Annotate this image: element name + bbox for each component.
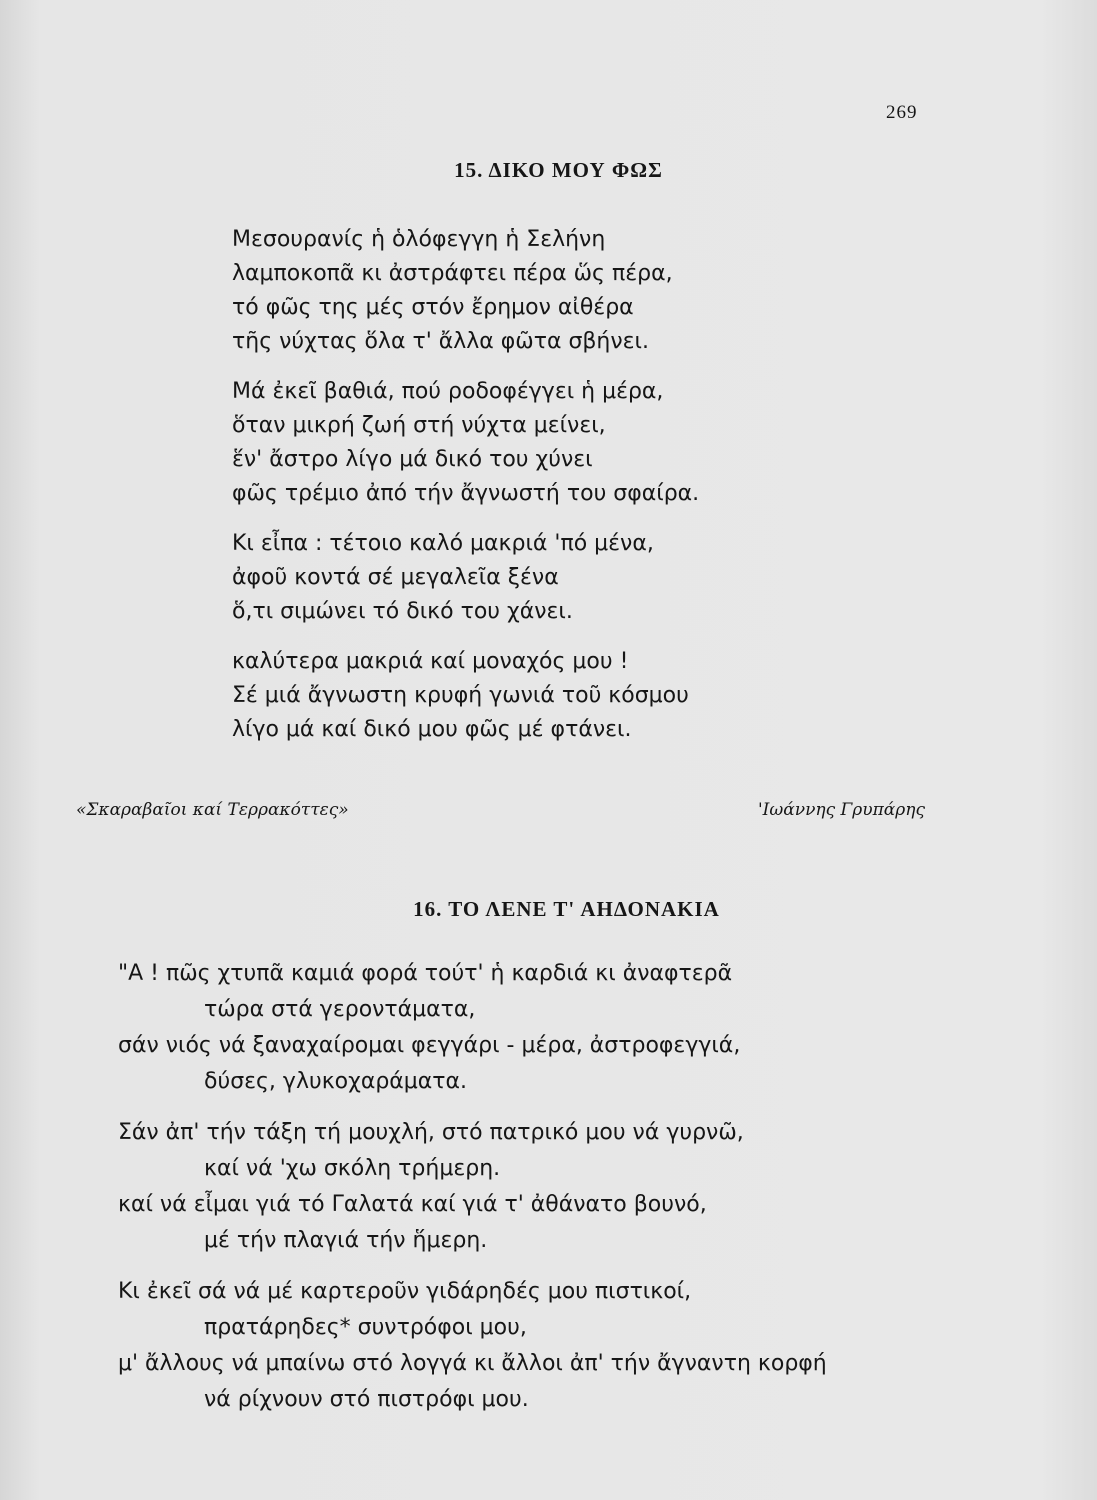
poem-line: Κι εἶπα : τέτοιο καλό μακριά 'πό μένα, — [232, 531, 654, 556]
poem-line: τώρα στά γεροντάματα, — [204, 997, 476, 1022]
poem-15-source: «Σκαραβαῖοι καί Τερρακόττες» — [76, 800, 349, 820]
page-number: 269 — [886, 102, 918, 123]
poem-15-stanza-4 — [232, 645, 699, 747]
poem-15-stanza-2 — [232, 375, 699, 511]
poem-line: "Α ! πῶς χτυπᾶ καμιά φορά τούτ' ἡ καρδιά κι ἀναφτερᾶ — [118, 961, 733, 986]
poem-line: καί νά 'χω σκόλη τρήμερη. — [204, 1156, 501, 1181]
poem-line: Μεσουρανίς ἡ ὁλόφεγγη ἡ Σελήνη — [232, 227, 606, 252]
poem-line: ἕν' ἄστρο λίγο μά δικό του χύνει — [232, 447, 593, 472]
poem-line: μ' ἄλλους νά μπαίνω στό λογγά κι ἄλλοι ἀπ' τήν ἄγναντη κορφή — [118, 1351, 827, 1376]
poem-15-body — [232, 223, 699, 763]
poem-line: λίγο μά καί δικό μου φῶς μέ φτάνει. — [232, 717, 632, 742]
poem-line: ὅ,τι σιμώνει τό δικό του χάνει. — [232, 599, 573, 624]
poem-line: μέ τήν πλαγιά τήν ἥμερη. — [204, 1228, 488, 1253]
poem-line: Σάν ἀπ' τήν τάξη τή μουχλή, στό πατρικό μου νά γυρνῶ, — [118, 1120, 744, 1145]
poem-line: ἀφοῦ κοντά σέ μεγαλεῖα ξένα — [232, 565, 559, 590]
poem-line: καλύτερα μακριά καί μοναχός μου ! — [232, 649, 629, 674]
poem-line: πρατάρηδες* συντρόφοι μου, — [204, 1315, 527, 1340]
poem-16-title: 16. ΤΟ ΛΕΝΕ Τ' ΑΗΔΟΝΑΚΙΑ — [413, 897, 720, 921]
poem-line: Σέ μιά ἄγνωστη κρυφή γωνιά τοῦ κόσμου — [232, 683, 689, 708]
poem-15-stanza-1 — [232, 223, 699, 359]
poem-line: τό φῶς της μές στόν ἔρημον αἰθέρα — [232, 295, 634, 320]
poem-line: Μά ἐκεῖ βαθιά, πού ροδοφέγγει ἡ μέρα, — [232, 379, 664, 404]
poem-line: ὅταν μικρή ζωή στή νύχτα μείνει, — [232, 413, 606, 438]
poem-15-author: 'Ιωάννης Γρυπάρης — [758, 800, 925, 820]
poem-16-stanza-3 — [118, 1274, 827, 1418]
poem-line: καί νά εἶμαι γιά τό Γαλατά καί γιά τ' ἀθάνατο βουνό, — [118, 1192, 707, 1217]
poem-15-stanza-3 — [232, 527, 699, 629]
poem-line: φῶς τρέμιο ἀπό τήν ἄγνωστή του σφαίρα. — [232, 481, 700, 506]
poem-line: δύσες, γλυκοχαράματα. — [204, 1069, 468, 1094]
poem-line: σάν νιός νά ξαναχαίρομαι φεγγάρι - μέρα, ἀστροφεγγιά, — [118, 1033, 741, 1058]
poem-16-stanza-1 — [118, 956, 827, 1100]
poem-16-body — [118, 956, 827, 1433]
poem-15-title: 15. ΔΙΚΟ ΜΟΥ ΦΩΣ — [454, 158, 663, 182]
poem-line: Κι ἐκεῖ σά νά μέ καρτεροῦν γιδάρηδές μου πιστικοί, — [118, 1279, 692, 1304]
poem-16-stanza-2 — [118, 1115, 827, 1259]
poem-line: τῆς νύχτας ὅλα τ' ἄλλα φῶτα σβήνει. — [232, 329, 649, 354]
poem-line: νά ρίχνουν στό πιστρόφι μου. — [204, 1387, 529, 1412]
poem-line: λαμποκοπᾶ κι ἀστράφτει πέρα ὥς πέρα, — [232, 261, 673, 286]
